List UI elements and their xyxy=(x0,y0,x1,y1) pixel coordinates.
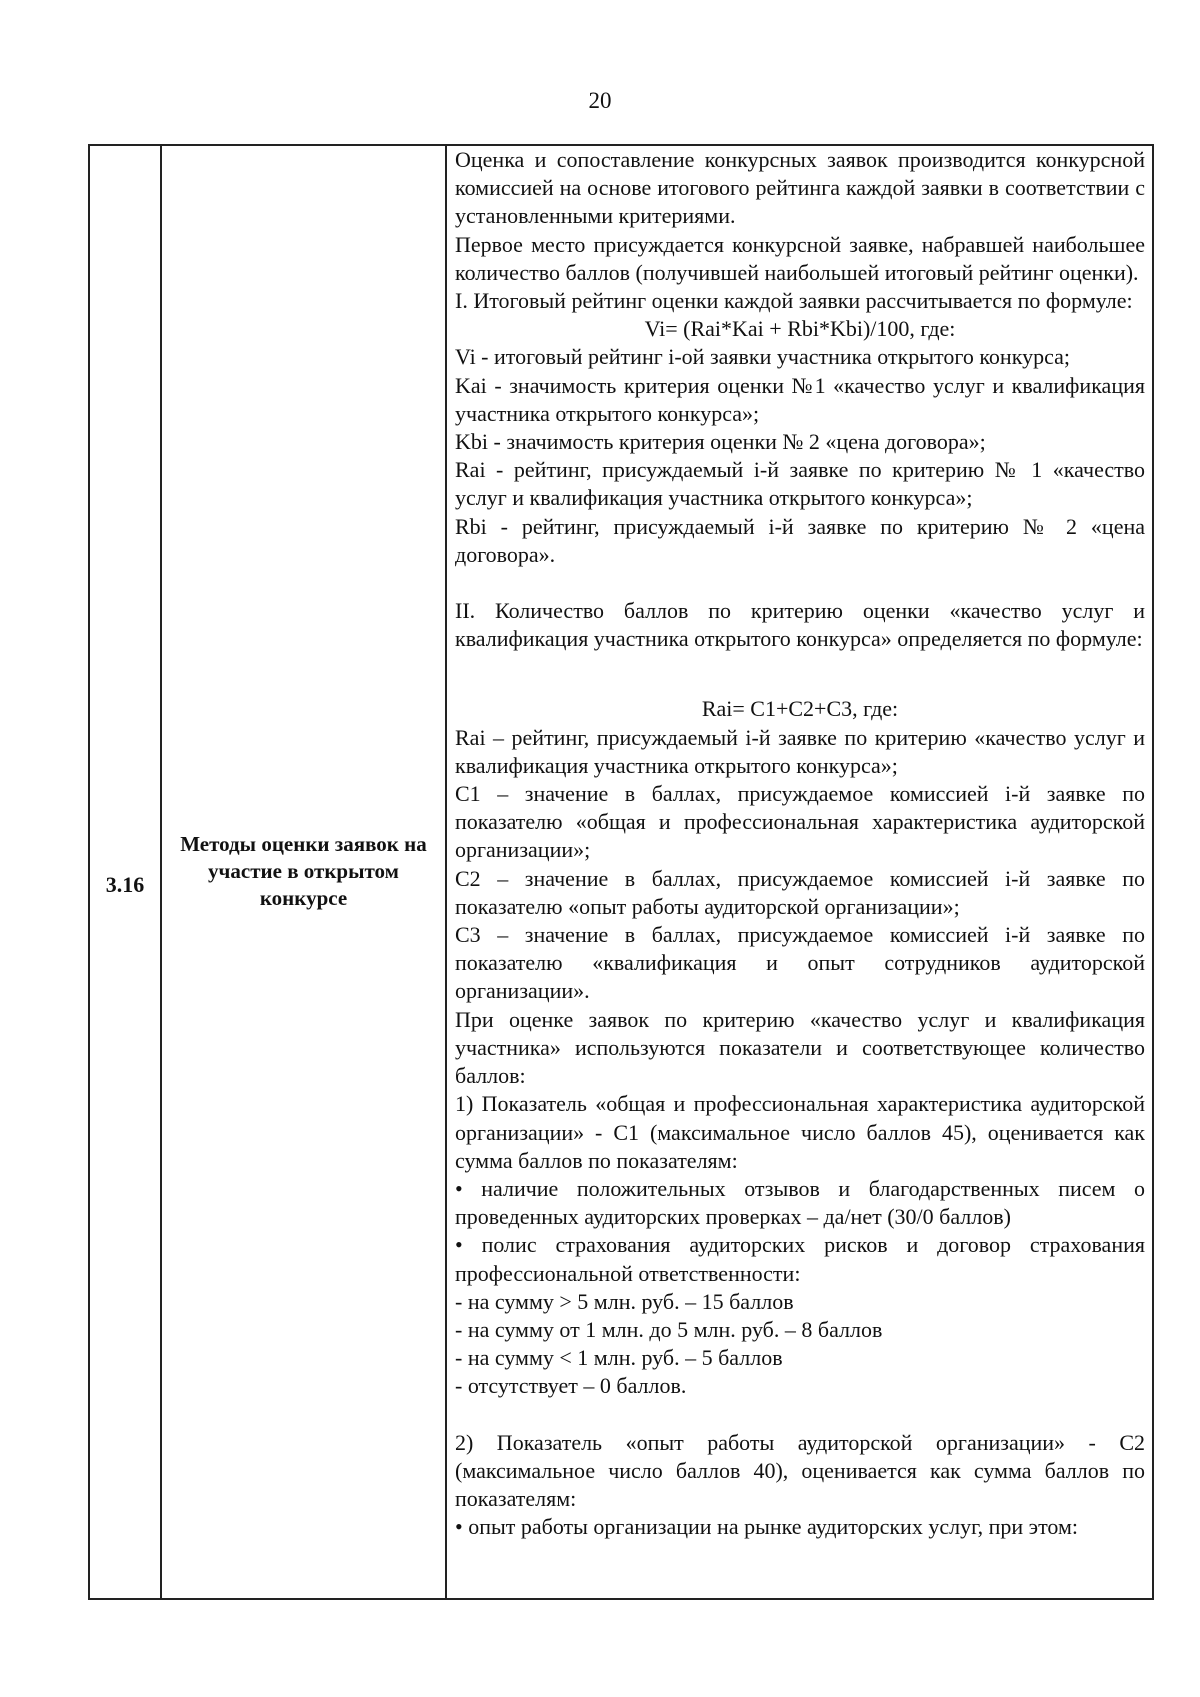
paragraph: Rai - рейтинг, присуждаемый i-й заявке по критерию № 1 «качество услуг и квалификация участника открытого конкурса»; xyxy=(455,457,1145,511)
criteria-table xyxy=(88,144,1154,1600)
list-item: • полис страхования аудиторских рисков и договор страхования профессиональной ответственности: xyxy=(455,1232,1145,1286)
paragraph: I. Итоговый рейтинг оценки каждой заявки рассчитывается по формуле: xyxy=(455,288,1133,314)
row-content xyxy=(455,146,1145,1541)
row-number: 3.16 xyxy=(105,872,145,897)
list-item: - на сумму > 5 млн. руб. – 15 баллов xyxy=(455,1288,794,1314)
list-item: - на сумму от 1 млн. до 5 млн. руб. – 8 баллов xyxy=(455,1316,883,1342)
paragraph: C2 – значение в баллах, присуждаемое комиссией i-й заявке по показателю «опыт работы аудиторской организации»; xyxy=(455,865,1145,919)
paragraph: Rai – рейтинг, присуждаемый i-й заявке по критерию «качество услуг и квалификация участника открытого конкурса»; xyxy=(455,724,1145,778)
formula: Vi= (Rai*Kai + Rbi*Kbi)/100, где: xyxy=(644,316,956,342)
paragraph: 1) Показатель «общая и профессиональная характеристика аудиторской организации» - C1 (максимальное число баллов 45), оценивается как сумма баллов по показателям: xyxy=(455,1091,1145,1173)
paragraph: Первое место присуждается конкурсной заявке, набравшей наибольшее количество баллов (получившей наибольшей итоговый рейтинг оценки). xyxy=(455,231,1145,285)
paragraph: Kbi - значимость критерия оценки № 2 «цена договора»; xyxy=(455,429,986,455)
list-item: - на сумму < 1 млн. руб. – 5 баллов xyxy=(455,1345,783,1371)
paragraph: II. Количество баллов по критерию оценки «качество услуг и квалификация участника открытого конкурса» определяется по формуле: xyxy=(455,598,1145,652)
list-item: • наличие положительных отзывов и благодарственных писем о проведенных аудиторских проверках – да/нет (30/0 баллов) xyxy=(455,1175,1145,1230)
paragraph: Kai - значимость критерия оценки №1 «качество услуг и квалификация участника открытого конкурса»; xyxy=(455,372,1145,426)
page-number: 20 xyxy=(588,88,612,113)
row-title: Методы оценки заявок на участие в открытом конкурсе xyxy=(180,832,427,910)
paragraph: C3 – значение в баллах, присуждаемое комиссией i-й заявке по показателю «квалификация и опыт сотрудников аудиторской организации». xyxy=(455,922,1145,1004)
paragraph: Vi - итоговый рейтинг i-ой заявки участника открытого конкурса; xyxy=(455,344,1070,370)
paragraph: Оценка и сопоставление конкурсных заявок производится конкурсной комиссией на основе итогового рейтинга каждой заявки в соответствии с установленными критериями. xyxy=(455,147,1145,229)
column-divider xyxy=(445,146,447,1598)
list-item: • опыт работы организации на рынке аудиторских услуг, при этом: xyxy=(455,1514,1079,1540)
paragraph: C1 – значение в баллах, присуждаемое комиссией i-й заявке по показателю «общая и профессиональная характеристика аудиторской организации»; xyxy=(455,781,1145,863)
paragraph: 2) Показатель «опыт работы аудиторской организации» - C2 (максимальное число баллов 40), оценивается как сумма баллов по показателям: xyxy=(455,1429,1145,1511)
formula: Rai= C1+C2+C3, где: xyxy=(701,696,899,722)
paragraph: При оценке заявок по критерию «качество услуг и квалификация участника» используются показатели и соответствующее количество баллов: xyxy=(455,1006,1145,1089)
paragraph: Rbi - рейтинг, присуждаемый i-й заявке по критерию № 2 «цена договора». xyxy=(455,513,1145,567)
list-item: - отсутствует – 0 баллов. xyxy=(455,1373,687,1399)
